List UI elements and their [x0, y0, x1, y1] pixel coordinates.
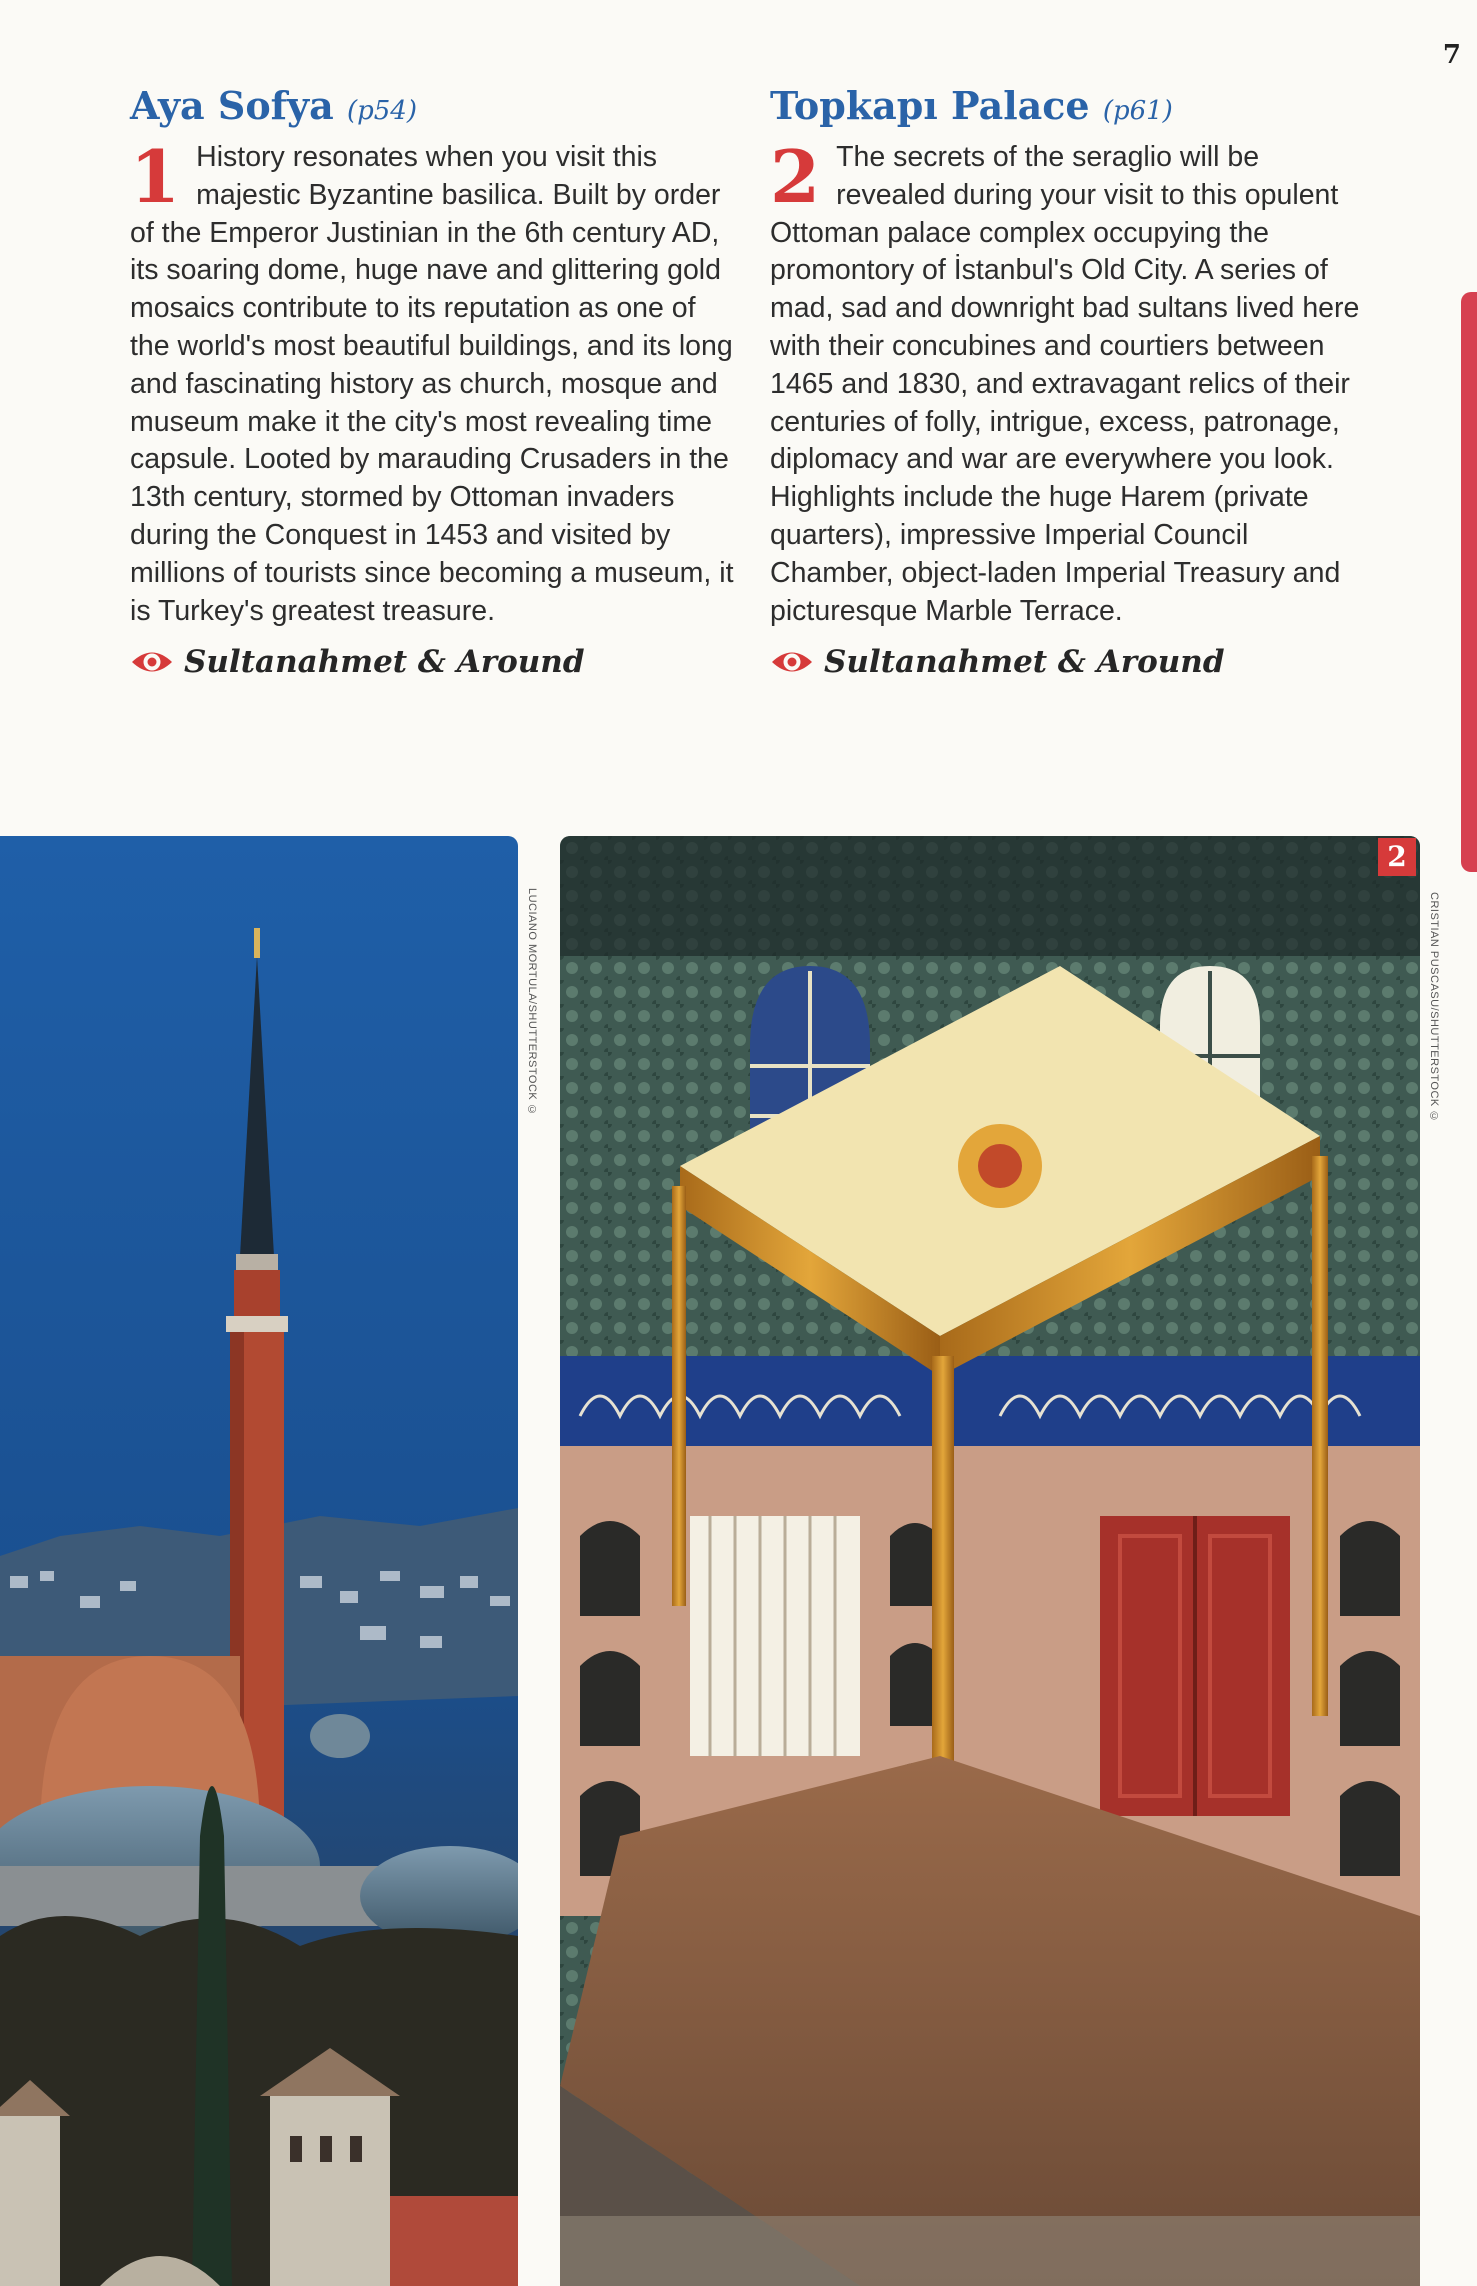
photo-credit: LUCIANO MORTULA/SHUTTERSTOCK © — [526, 888, 538, 1117]
chapter-tab — [1461, 292, 1477, 872]
eye-icon — [130, 647, 174, 677]
minaret-illustration — [0, 836, 518, 2286]
photo-topkapi-palace — [560, 836, 1420, 2286]
location-tag-label: Sultanahmet & Around — [184, 644, 585, 681]
photo-aya-sofya — [0, 836, 518, 2286]
section-body — [130, 134, 735, 630]
location-tag-label: Sultanahmet & Around — [824, 644, 1225, 681]
location-tag[interactable] — [130, 644, 735, 680]
location-tag[interactable] — [770, 644, 1375, 680]
page-number: 7 — [1442, 40, 1461, 70]
eye-icon — [770, 647, 814, 677]
section-aya-sofya — [130, 82, 735, 680]
section-title-text: Aya Sofya — [130, 83, 334, 128]
section-title — [770, 82, 1375, 135]
section-body-text: The secrets of the seraglio will be revealed during your visit to this opulent Ottoman palace complex occupying the promontory of İstanbul's Old City. A series of mad, sad and downright bad sultans lived here with their concubines and courtiers between 1465 and 1830, and extravagant relics of their centuries of folly, intrigue, excess, patronage, diplomacy and war are everywhere you look. Highlights include the huge Harem (private quarters), impressive Imperial Council Chamber, object-laden Imperial Treasury and picturesque Marble Terrace. — [770, 141, 1360, 627]
dropcap-number: 1 — [130, 134, 181, 219]
section-title — [130, 82, 735, 135]
photo-number-badge: 2 — [1378, 838, 1416, 876]
photo-credit: CRISTIAN PUSCASU/SHUTTERSTOCK © — [1428, 892, 1440, 1123]
page-ref: (p61) — [1102, 96, 1173, 126]
section-topkapi-palace — [770, 82, 1375, 680]
palace-interior-illustration — [560, 836, 1420, 2286]
dropcap-number: 2 — [770, 134, 821, 219]
section-body-text: History resonates when you visit this majestic Byzantine basilica. Built by order of the Emperor Justinian in the 6th century AD, its soaring dome, huge nave and glittering gold mosaics contribute to its reputation as one of the world's most beautiful buildings, and its long and fascinating history as church, mosque and museum make it the city's most revealing time capsule. Looted by marauding Crusaders in the 13th century, stormed by Ottoman invaders during the Conquest in 1453 and visited by millions of tourists since becoming a museum, it is Turkey's greatest treasure. — [130, 141, 734, 627]
section-title-text: Topkapı Palace — [770, 83, 1090, 128]
section-body — [770, 134, 1375, 630]
page-ref: (p54) — [346, 96, 417, 126]
